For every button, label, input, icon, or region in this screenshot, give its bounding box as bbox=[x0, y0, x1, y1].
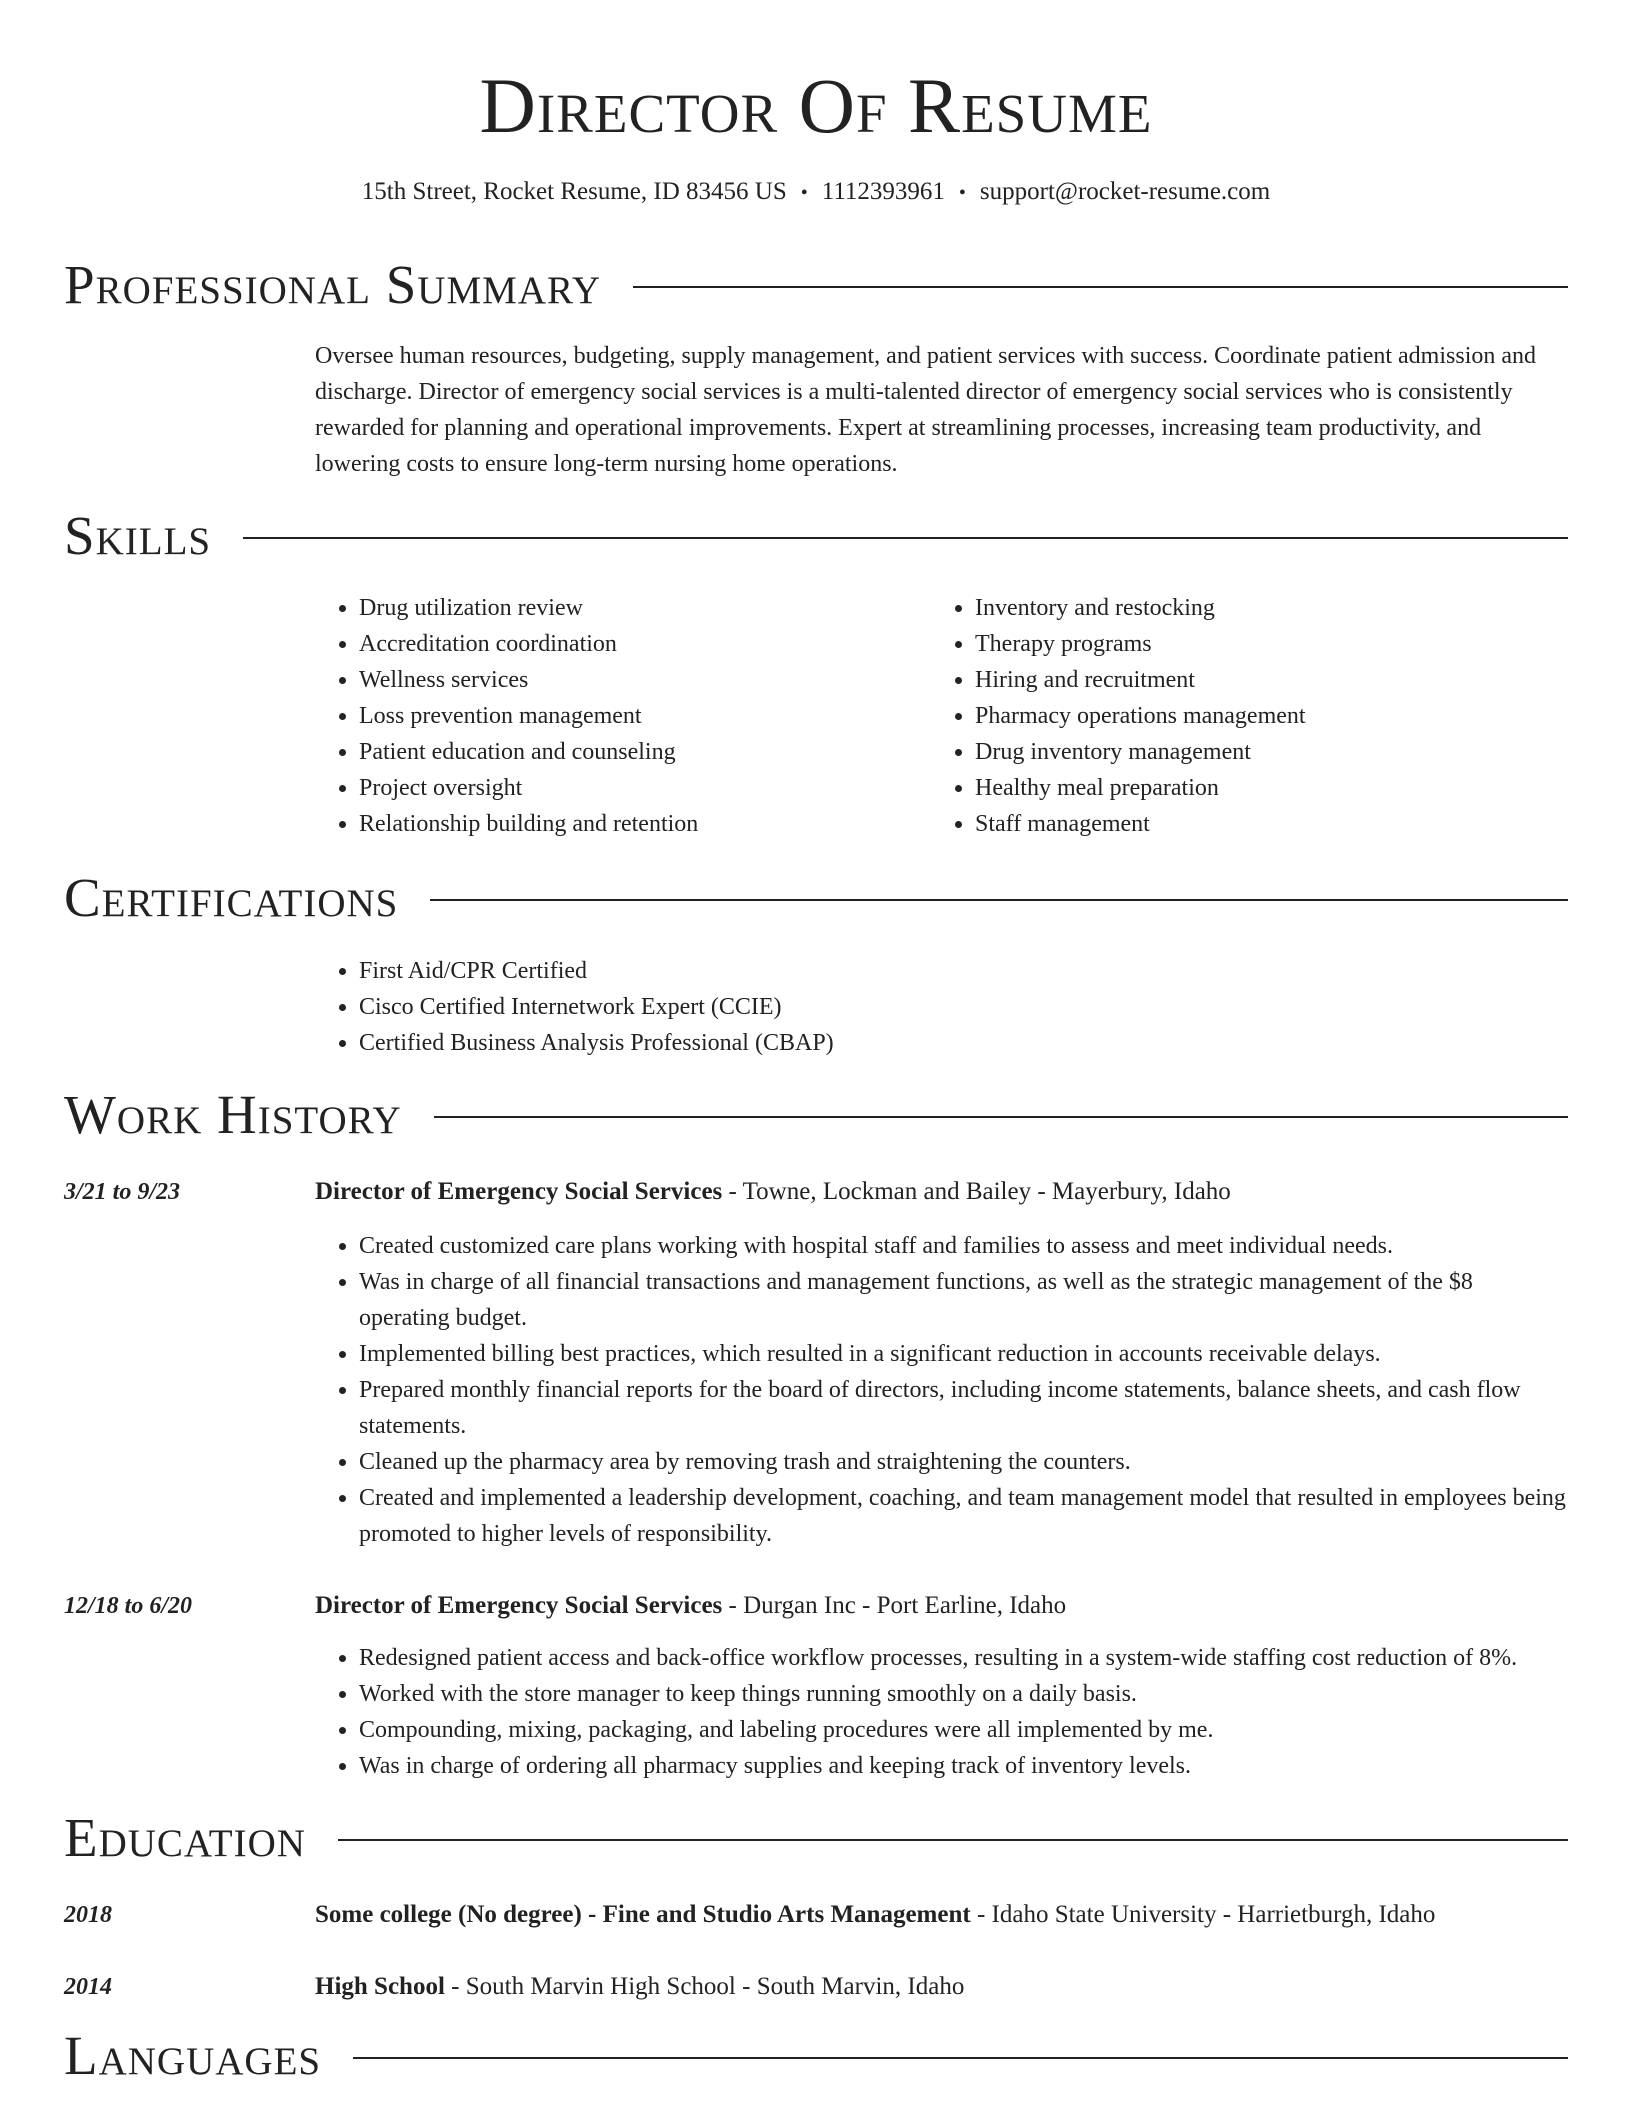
skill-item: • Drug inventory management bbox=[975, 734, 1531, 770]
summary-text: Oversee human resources, budgeting, supply management, and patient services with success. Coordinate patient admission and discharge. Director of emergency social services is a multi-talented director of emergency social services who is consistently rewarded for planning and operational improvements. Expert at streamlining processes, increasing team productivity, and lowering costs to ensure long-term nursing home operations. bbox=[315, 343, 1537, 477]
job-bullets bbox=[315, 1228, 1568, 1552]
skills-column-left bbox=[315, 590, 915, 842]
skill-item: • Healthy meal preparation bbox=[975, 770, 1531, 806]
job-title: Director of Emergency Social Services bbox=[315, 1592, 723, 1619]
job-title: Director of Emergency Social Services bbox=[315, 1178, 723, 1205]
section-heading-skills bbox=[64, 506, 1568, 566]
job-dates: 12/18 to 6/20 bbox=[64, 1593, 193, 1619]
section-heading-summary bbox=[64, 255, 1568, 315]
skill-item: • Pharmacy operations management bbox=[975, 698, 1531, 734]
job-bullet: • Created customized care plans working with hospital staff and families to assess and meet individual needs. bbox=[359, 1228, 1568, 1264]
section-heading-certifications bbox=[64, 868, 1568, 928]
job-bullet: • Worked with the store manager to keep things running smoothly on a daily basis. bbox=[359, 1676, 1568, 1712]
job-bullet: • Cleaned up the pharmacy area by removing trash and straightening the counters. bbox=[359, 1444, 1568, 1480]
job-bullet: • Created and implemented a leadership development, coaching, and team management model that resulted in employees being promoted to higher levels of responsibility. bbox=[359, 1480, 1568, 1552]
section-title: Professional Summary bbox=[64, 254, 602, 315]
education-school: - South Marvin High School - South Marvin, Idaho bbox=[444, 1973, 965, 2000]
certifications-list bbox=[315, 953, 1215, 1061]
certification-item: • Certified Business Analysis Professional (CBAP) bbox=[359, 1025, 1215, 1061]
education-school: - Idaho State University - Harrietburgh, Idaho bbox=[970, 1901, 1436, 1928]
skill-item: • Relationship building and retention bbox=[359, 806, 915, 842]
skill-item: • Inventory and restocking bbox=[975, 590, 1531, 626]
job-bullet: • Implemented billing best practices, which resulted in a significant reduction in accounts receivable delays. bbox=[359, 1336, 1568, 1372]
education-entry bbox=[64, 1897, 1568, 1933]
contact-phone: 1112393961 bbox=[821, 178, 945, 205]
education-degree: Some college (No degree) - Fine and Studio Arts Management bbox=[315, 1901, 971, 1928]
skill-item: • Project oversight bbox=[359, 770, 915, 806]
contact-separator: • bbox=[958, 182, 966, 204]
section-heading-languages bbox=[64, 2026, 1568, 2086]
job-heading bbox=[315, 1588, 1568, 1624]
skill-item: • Staff management bbox=[975, 806, 1531, 842]
education-heading bbox=[315, 1897, 1568, 1933]
education-degree: High School bbox=[315, 1973, 445, 2000]
contact-line bbox=[0, 176, 1632, 209]
contact-separator: • bbox=[800, 182, 808, 204]
education-entry bbox=[64, 1969, 1568, 2005]
section-title: Certifications bbox=[64, 867, 399, 928]
section-title: Education bbox=[64, 1807, 306, 1868]
certification-item: • First Aid/CPR Certified bbox=[359, 953, 1215, 989]
contact-address: 15th Street, Rocket Resume, ID 83456 US bbox=[361, 178, 787, 205]
education-year: 2014 bbox=[64, 1974, 112, 2000]
skill-item: • Accreditation coordination bbox=[359, 626, 915, 662]
resume-name: Director Of Resume bbox=[479, 62, 1153, 149]
skill-item: • Wellness services bbox=[359, 662, 915, 698]
section-divider bbox=[430, 899, 1568, 901]
section-heading-work-history bbox=[64, 1085, 1568, 1145]
skills-column-right bbox=[931, 590, 1531, 842]
job-bullet: • Prepared monthly financial reports for the board of directors, including income statements, balance sheets, and cash flow statements. bbox=[359, 1372, 1568, 1444]
skill-item: • Loss prevention management bbox=[359, 698, 915, 734]
section-title: Work History bbox=[64, 1084, 402, 1145]
job-bullet: • Was in charge of all financial transactions and management functions, as well as the strategic management of the $8 operating budget. bbox=[359, 1264, 1568, 1336]
skill-item: • Hiring and recruitment bbox=[975, 662, 1531, 698]
section-divider bbox=[243, 537, 1568, 539]
skill-item: • Patient education and counseling bbox=[359, 734, 915, 770]
education-year: 2018 bbox=[64, 1902, 112, 1928]
job-dates: 3/21 to 9/23 bbox=[64, 1179, 181, 1205]
section-divider bbox=[353, 2057, 1568, 2059]
section-divider bbox=[434, 1116, 1568, 1118]
section-divider bbox=[633, 286, 1568, 288]
skill-item: • Therapy programs bbox=[975, 626, 1531, 662]
job-bullet: • Redesigned patient access and back-office workflow processes, resulting in a system-wide staffing cost reduction of 8%. bbox=[359, 1640, 1568, 1676]
job-bullet: • Compounding, mixing, packaging, and labeling procedures were all implemented by me. bbox=[359, 1712, 1568, 1748]
section-heading-education bbox=[64, 1808, 1568, 1868]
skill-item: • Drug utilization review bbox=[359, 590, 915, 626]
job-heading bbox=[315, 1174, 1568, 1210]
contact-email: support@rocket-resume.com bbox=[979, 178, 1271, 205]
education-heading bbox=[315, 1969, 1568, 2005]
job-bullet: • Was in charge of ordering all pharmacy supplies and keeping track of inventory levels. bbox=[359, 1748, 1568, 1784]
job-bullets bbox=[315, 1640, 1568, 1784]
section-divider bbox=[338, 1839, 1568, 1841]
certification-item: • Cisco Certified Internetwork Expert (CCIE) bbox=[359, 989, 1215, 1025]
job-employer: - Durgan Inc - Port Earline, Idaho bbox=[722, 1592, 1067, 1619]
section-title: Languages bbox=[64, 2025, 322, 2086]
job-employer: - Towne, Lockman and Bailey - Mayerbury, Idaho bbox=[722, 1178, 1231, 1205]
section-title: Skills bbox=[64, 505, 212, 566]
